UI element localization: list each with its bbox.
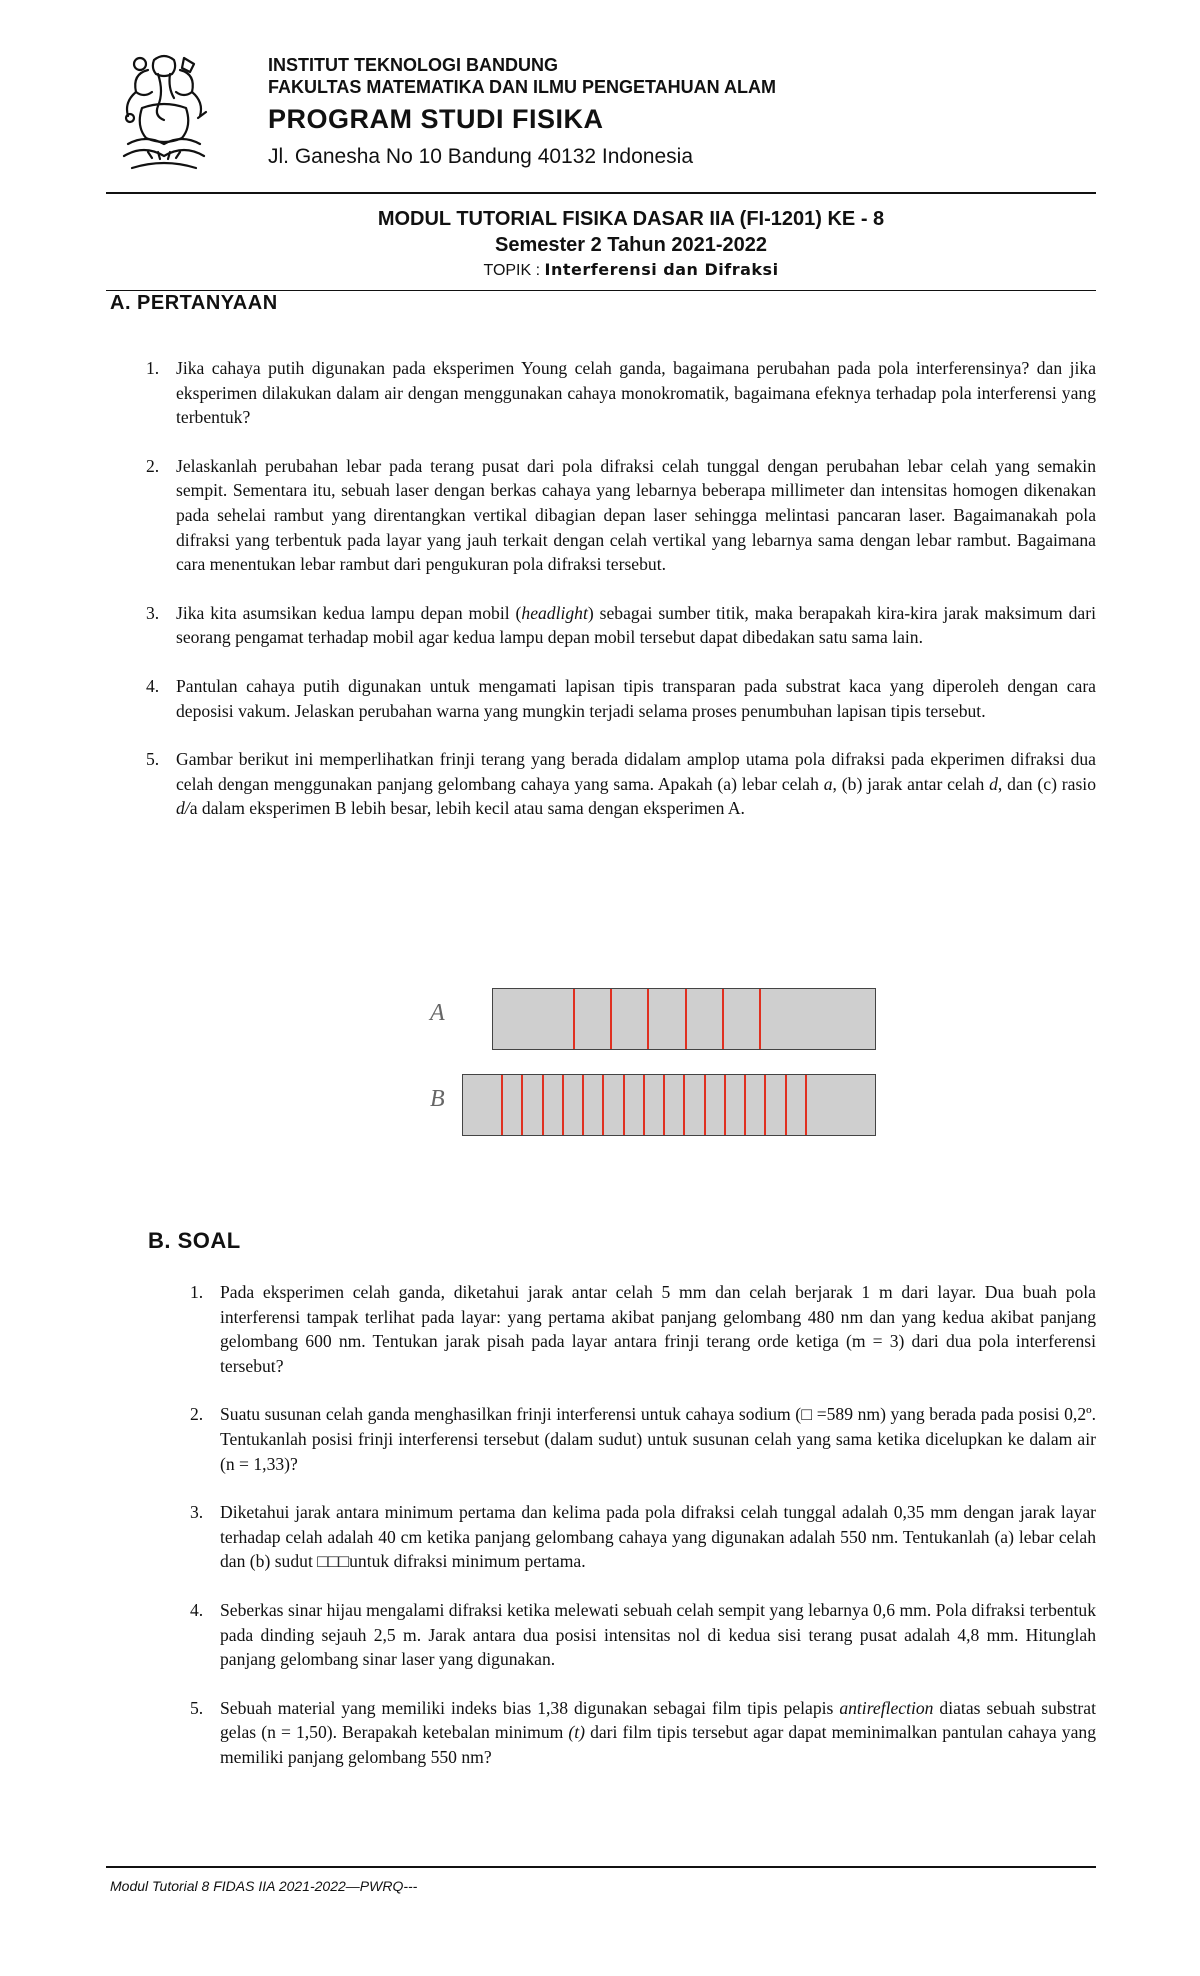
fringe-line bbox=[582, 1075, 584, 1135]
item-number: 4. bbox=[190, 1599, 204, 1620]
module-semester: Semester 2 Tahun 2021-2022 bbox=[494, 234, 767, 256]
text-segment: ) sebagai sumber titik, maka berapakah kira-kira jarak maksimum dari seorang pengamat terhadap mobil agar kedua lampu depan mobil tersebut dapat dibedakan satu sama lain. bbox=[176, 602, 1096, 648]
text-segment: Gambar berikut ini memperlihatkan frinji terang yang berada didalam amplop utama pola difraksi pada ekperimen difraksi dua celah dengan menggunakan panjang gelombang cahaya yang sama. Apakah (a) lebar celah bbox=[176, 749, 1096, 794]
fringe-line bbox=[663, 1075, 665, 1135]
module-topic bbox=[106, 258, 1096, 283]
list-item bbox=[190, 1696, 1096, 1770]
footer-text: Modul Tutorial 8 FIDAS IIA 2021-2022—PWRQ--- bbox=[110, 1878, 418, 1894]
list-item bbox=[146, 356, 1096, 430]
fringe-line bbox=[542, 1075, 544, 1135]
section-a-list bbox=[146, 356, 1096, 845]
list-item bbox=[190, 1500, 1096, 1574]
item-number: 5. bbox=[190, 1697, 204, 1718]
item-text bbox=[176, 603, 1096, 648]
header-divider bbox=[106, 192, 1096, 194]
fringe-line bbox=[610, 989, 612, 1049]
item-text: Jika cahaya putih digunakan pada eksperimen Young celah ganda, bagaimana perubahan pada pola interferensinya? dan jika eksperimen dilakukan dalam air dengan menggunakan cahaya monokromatik, bagaimana efeknya terhadap pola interferensi yang terbentuk? bbox=[176, 358, 1096, 428]
text-italic: d bbox=[989, 773, 998, 794]
text-segment: a dalam eksperimen B lebih besar, lebih kecil atau sama dengan eksperimen A. bbox=[189, 798, 745, 819]
fringe-line bbox=[521, 1075, 523, 1135]
module-title-block bbox=[106, 206, 1096, 283]
fringe-line bbox=[683, 1075, 685, 1135]
text-italic: headlight bbox=[521, 602, 588, 623]
topic-label: TOPIK : bbox=[483, 262, 545, 279]
fringe-line bbox=[573, 989, 575, 1049]
item-text: Pada eksperimen celah ganda, diketahui jarak antar celah 5 mm dan celah berjarak 1 m dari layar. Dua buah pola interferensi tampak terlihat pada layar: yang pertama akibat panjang gelombang 480 nm dan yang kedua akibat panjang gelombang 600 nm. Tentukan jarak pisah pada layar antara frinji terang orde ketiga (m = 3) dari dua pola interferensi tersebut? bbox=[220, 1282, 1096, 1376]
fringe-line bbox=[805, 1075, 807, 1135]
module-title: MODUL TUTORIAL FISIKA DASAR IIA (FI-1201) KE - 8 bbox=[377, 208, 885, 230]
fringe-line bbox=[744, 1075, 746, 1135]
item-text bbox=[176, 749, 1096, 818]
fringe-line bbox=[501, 1075, 503, 1135]
section-b-list bbox=[190, 1280, 1096, 1794]
fringe-line bbox=[643, 1075, 645, 1135]
fringe-line bbox=[602, 1075, 604, 1135]
list-item bbox=[146, 454, 1096, 577]
itb-ganesha-logo-icon bbox=[118, 52, 210, 176]
fringe-pattern-b bbox=[462, 1074, 876, 1136]
text-segment: , (b) jarak antar celah bbox=[832, 773, 990, 794]
list-item bbox=[190, 1280, 1096, 1378]
text-segment: Sebuah material yang memiliki indeks bias 1,38 digunakan sebagai film tipis pelapis bbox=[220, 1697, 840, 1718]
text-italic: a bbox=[823, 773, 833, 794]
figure-label-a: A bbox=[430, 1000, 445, 1026]
fringe-line bbox=[759, 989, 761, 1049]
list-item bbox=[146, 747, 1096, 821]
fringe-line bbox=[724, 1075, 726, 1135]
item-number: 5. bbox=[146, 749, 160, 770]
list-item bbox=[190, 1402, 1096, 1476]
section-b-heading: B. SOAL bbox=[148, 1228, 241, 1253]
item-number: 2. bbox=[146, 455, 160, 476]
text-segment: diatas sebuah substrat gelas (n = 1,50). Berapakah ketebalan minimum bbox=[220, 1697, 1096, 1743]
item-text bbox=[220, 1698, 1096, 1767]
footer-divider bbox=[106, 1866, 1096, 1868]
text-italic: (t) bbox=[568, 1722, 585, 1743]
item-number: 2. bbox=[190, 1404, 204, 1425]
fringe-figure bbox=[410, 978, 880, 1160]
item-number: 4. bbox=[146, 675, 160, 696]
text-segment: , dan (c) rasio bbox=[997, 773, 1096, 794]
topic-value: Interferensi dan Difraksi bbox=[544, 260, 779, 279]
text-italic: antireflection bbox=[839, 1697, 934, 1718]
item-number: 1. bbox=[190, 1282, 204, 1302]
text-segment: Jika kita asumsikan kedua lampu depan mobil ( bbox=[176, 602, 522, 623]
item-text: Jelaskanlah perubahan lebar pada terang pusat dari pola difraksi celah tunggal dengan perubahan lebar celah yang semakin sempit. Sementara itu, sebuah laser dengan berkas cahaya yang lebarnya beberapa millimeter dan intensitas homogen dikenakan pada sehelai rambut yang direntangkan vertikal dibagian depan laser sehingga melintasi pancaran laser. Bagaimanakah pola difraksi yang terbentuk pada layar yang jauh terkait dengan celah vertikal yang lebarnya sama dengan lebar rambut. Bagaimana cara menentukan lebar rambut dari pengukuran pola difraksi tersebut. bbox=[176, 455, 1096, 575]
fringe-line bbox=[785, 1075, 787, 1135]
item-text: Suatu susunan celah ganda menghasilkan frinji interferensi untuk cahaya sodium (□ =589 nm) yang berada pada posisi 0,2º. Tentukanlah posisi frinji interferensi tersebut (dalam sudut) untuk susunan celah yang sama ketika dicelupkan ke dalam air (n = 1,33)? bbox=[220, 1404, 1096, 1474]
program-name: PROGRAM STUDI FISIKA bbox=[268, 104, 604, 134]
fringe-line bbox=[764, 1075, 766, 1135]
fringe-pattern-a bbox=[492, 988, 876, 1050]
list-item bbox=[146, 674, 1096, 723]
item-number: 3. bbox=[190, 1502, 204, 1523]
fringe-line bbox=[685, 989, 687, 1049]
title-divider bbox=[106, 290, 1096, 291]
item-text: Diketahui jarak antara minimum pertama dan kelima pada pola difraksi celah tunggal adalah 0,35 mm dengan jarak layar terhadap celah adalah 40 cm ketika panjang gelombang cahaya yang digunakan adalah 550 nm. Tentukanlah (a) lebar celah dan (b) sudut □□□untuk difraksi minimum pertama. bbox=[220, 1502, 1096, 1572]
item-number: 3. bbox=[146, 602, 160, 623]
list-item bbox=[190, 1598, 1096, 1672]
institute-name: INSTITUT TEKNOLOGI BANDUNG bbox=[268, 55, 558, 75]
list-item bbox=[146, 601, 1096, 650]
item-text: Pantulan cahaya putih digunakan untuk mengamati lapisan tipis transparan pada substrat kaca yang diperoleh dengan cara deposisi vakum. Jelaskan perubahan warna yang mungkin terjadi selama proses penumbuhan lapisan tipis tersebut. bbox=[176, 675, 1096, 721]
section-a-heading: A. PERTANYAAN bbox=[110, 292, 278, 314]
fringe-line bbox=[722, 989, 724, 1049]
text-segment: dari film tipis tersebut agar dapat meminimalkan pantulan cahaya yang memiliki panjang gelombang 550 nm? bbox=[220, 1722, 1096, 1767]
fringe-line bbox=[562, 1075, 564, 1135]
item-text: Seberkas sinar hijau mengalami difraksi ketika melewati sebuah celah sempit yang lebarnya 0,6 mm. Pola difraksi terbentuk pada dinding sejauh 2,5 m. Jarak antara dua posisi intensitas nol di kedua sisi terang pusat adalah 4,8 mm. Hitunglah panjang gelombang sinar laser yang digunakan. bbox=[220, 1599, 1096, 1670]
address: Jl. Ganesha No 10 Bandung 40132 Indonesia bbox=[268, 145, 693, 168]
figure-label-b: B bbox=[430, 1086, 445, 1112]
fringe-line bbox=[623, 1075, 625, 1135]
faculty-name: FAKULTAS MATEMATIKA DAN ILMU PENGETAHUAN ALAM bbox=[268, 77, 776, 97]
text-italic: d/ bbox=[176, 798, 190, 819]
fringe-line bbox=[647, 989, 649, 1049]
item-number: 1. bbox=[146, 358, 160, 378]
fringe-line bbox=[704, 1075, 706, 1135]
